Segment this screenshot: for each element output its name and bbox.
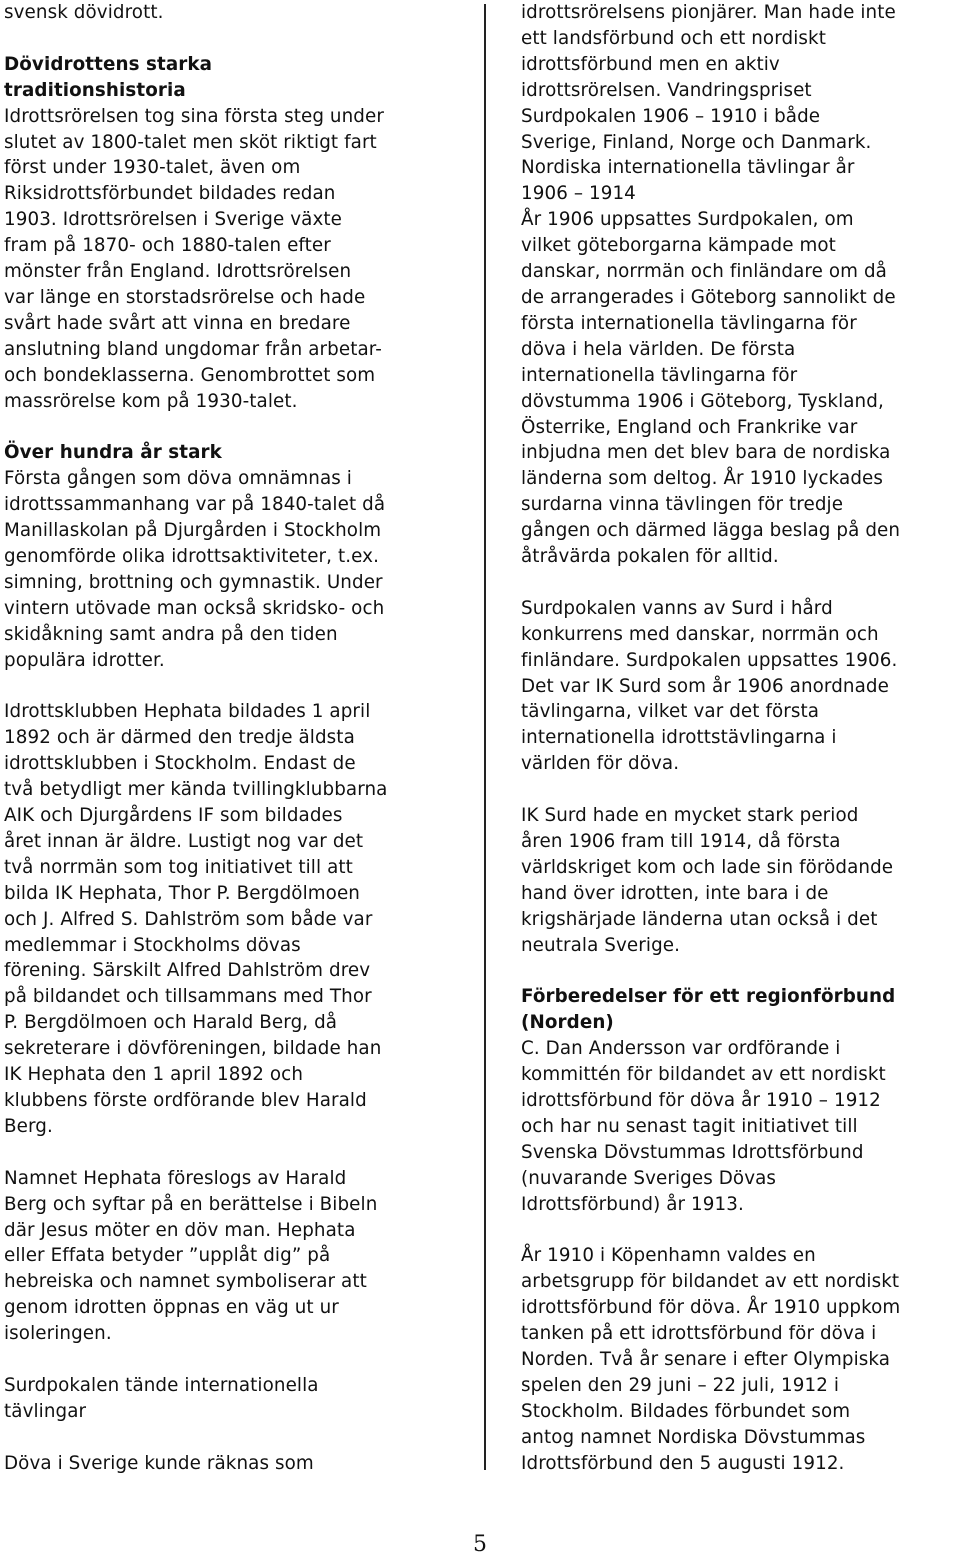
section-heading: Över hundra år stark — [4, 442, 222, 464]
text-line: Idrottsförbund) år 1913. — [521, 1193, 744, 1215]
paragraph-gap — [521, 1218, 957, 1244]
section-heading: Dövidrottens starka — [4, 53, 213, 75]
text-line: först under 1930-talet, även om — [4, 157, 301, 179]
text-line: Nordiska internationella tävlingar år — [521, 157, 855, 179]
text-line: fram på 1870- och 1880-talen efter — [4, 235, 331, 257]
text-line: massrörelse kom på 1930-talet. — [4, 390, 298, 412]
paragraph-gap — [4, 414, 474, 440]
text-line: anslutning bland ungdomar från arbetar- — [4, 338, 382, 360]
text-line: hand över idrotten, inte bara i de — [521, 882, 829, 904]
text-line: antog namnet Nordiska Dövstummas — [521, 1426, 866, 1448]
text-line: sekreterare i dövföreningen, bildade han — [4, 1038, 382, 1060]
column-divider — [484, 4, 486, 1470]
text-line: AIK och Djurgårdens IF som bildades — [4, 805, 343, 827]
text-line: Idrottsklubben Hephata bildades 1 april — [4, 701, 371, 723]
text-line: var länge en storstadsrörelse och hade — [4, 286, 366, 308]
text-line: Surdpokalen tände internationella — [4, 1374, 319, 1396]
text-line: vilket göteborgarna kämpade mot — [521, 235, 836, 257]
text-line: åren 1906 fram till 1914, då första — [521, 830, 841, 852]
text-line: ett landsförbund och ett nordiskt — [521, 27, 826, 49]
text-line: simning, brottning och gymnastik. Under — [4, 571, 383, 593]
text-line: kommittén för bildandet av ett nordiskt — [521, 1064, 886, 1086]
text-line: 1906 – 1914 — [521, 183, 636, 205]
text-line: Idrottsrörelsen tog sina första steg under — [4, 105, 384, 127]
text-line: 1892 och är därmed den tredje äldsta — [4, 727, 355, 749]
text-line: isoleringen. — [4, 1323, 112, 1345]
text-line: slutet av 1800-talet men sköt riktigt fart — [4, 131, 377, 153]
text-line: populära idrotter. — [4, 649, 165, 671]
text-line: År 1910 i Köpenhamn valdes en — [521, 1245, 816, 1267]
text-line: svårt hade svårt att vinna en bredare — [4, 312, 351, 334]
text-line: neutrala Sverige. — [521, 934, 681, 956]
text-line: tanken på ett idrottsförbund för döva i — [521, 1323, 877, 1345]
text-line: eller Effata betyder ”upplåt dig” på — [4, 1245, 331, 1267]
text-line: Sverige, Finland, Norge och Danmark. — [521, 131, 872, 153]
text-line: världen för döva. — [521, 753, 680, 775]
text-line: finländare. Surdpokalen uppsattes 1906. — [521, 649, 898, 671]
section-heading: Förberedelser för ett regionförbund — [521, 986, 896, 1008]
text-line: spelen den 29 juni – 22 juli, 1912 i — [521, 1374, 840, 1396]
text-line: två norrmän som tog initiativet till att — [4, 856, 353, 878]
paragraph-gap — [4, 1425, 474, 1451]
text-line: internationella idrottstävlingarna i — [521, 727, 837, 749]
text-line: och bondeklasserna. Genombrottet som — [4, 364, 376, 386]
text-line: idrottsklubben i Stockholm. Endast de — [4, 753, 356, 775]
text-line: och J. Alfred S. Dahlström som både var — [4, 908, 373, 930]
text-line: idrottsrörelsens pionjärer. Man hade inte — [521, 2, 896, 23]
text-line: bilda IK Hephata, Thor P. Bergdölmoen — [4, 882, 360, 904]
text-line: Stockholm. Bildades förbundet som — [521, 1400, 851, 1422]
text-line: hebreiska och namnet symboliserar att — [4, 1271, 367, 1293]
text-line: dövstumma 1906 i Göteborg, Tyskland, — [521, 390, 884, 412]
text-line: Döva i Sverige kunde räknas som — [4, 1452, 314, 1474]
text-line: genom idrotten öppnas en väg ut ur — [4, 1297, 339, 1319]
paragraph-gap — [4, 1140, 474, 1166]
text-line: tävlingar — [4, 1400, 87, 1422]
text-line: Berg. — [4, 1115, 53, 1137]
text-line: första internationella tävlingarna för — [521, 312, 857, 334]
text-line: idrottsförbund men en aktiv — [521, 53, 780, 75]
text-line: internationella tävlingarna för — [521, 364, 798, 386]
text-line: året innan är äldre. Lustigt nog var det — [4, 830, 364, 852]
text-line: klubbens förste ordförande blev Harald — [4, 1090, 367, 1112]
text-line: vintern utövade man också skridsko- och — [4, 597, 385, 619]
left-text-column — [4, 0, 474, 1477]
text-line: Det var IK Surd som år 1906 anordnade — [521, 675, 889, 697]
text-line: gången och därmed lägga beslag på den — [521, 520, 901, 542]
text-line: och har nu senast tagit initiativet till — [521, 1115, 858, 1137]
text-line: Svenska Dövstummas Idrottsförbund — [521, 1141, 864, 1163]
text-line: idrottsrörelsen. Vandringspriset — [521, 79, 812, 101]
text-line: inbjudna men det blev bara de nordiska — [521, 442, 891, 464]
text-line: skidåkning samt andra på den tiden — [4, 623, 338, 645]
section-heading: traditionshistoria — [4, 79, 186, 101]
text-line: Riksidrottsförbundet bildades redan — [4, 183, 336, 205]
text-line: Surdpokalen vanns av Surd i hård — [521, 597, 833, 619]
paragraph-gap — [4, 26, 474, 52]
paragraph-gap — [521, 777, 957, 803]
section-heading: (Norden) — [521, 1012, 614, 1034]
text-line: Berg och syftar på en berättelse i Bibeln — [4, 1193, 378, 1215]
text-line: surdarna vinna tävlingen för tredje — [521, 494, 844, 516]
text-line: där Jesus möter en döv man. Hephata — [4, 1219, 356, 1241]
text-line: tävlingarna, vilket var det första — [521, 701, 820, 723]
text-line: År 1906 uppsattes Surdpokalen, om — [521, 209, 854, 231]
text-line: länderna som deltog. År 1910 lyckades — [521, 468, 884, 490]
text-line: krigshärjade länderna utan också i det — [521, 908, 878, 930]
text-line: på bildandet och tillsammans med Thor — [4, 986, 372, 1008]
text-line: Manillaskolan på Djurgården i Stockholm — [4, 520, 382, 542]
text-line: världskriget kom och lade sin förödande — [521, 856, 894, 878]
text-line: idrottsförbund för döva. År 1910 uppkom — [521, 1297, 901, 1319]
text-line: genomförde olika idrottsaktiviteter, t.ex. — [4, 546, 380, 567]
text-line: medlemmar i Stockholms dövas — [4, 934, 301, 956]
text-line: Österrike, England och Frankrike var — [521, 416, 858, 438]
text-line: danskar, norrmän och finländare om då — [521, 261, 887, 283]
text-line: C. Dan Andersson var ordförande i — [521, 1038, 841, 1060]
paragraph-gap — [4, 1347, 474, 1373]
text-line: Idrottsförbund den 5 augusti 1912. — [521, 1452, 845, 1474]
page-number: 5 — [473, 1532, 487, 1557]
text-line: de arrangerades i Göteborg sannolikt de — [521, 286, 896, 308]
text-line: arbetsgrupp för bildandet av ett nordiskt — [521, 1271, 900, 1293]
text-line: döva i hela världen. De första — [521, 338, 796, 360]
text-line: svensk dövidrott. — [4, 2, 164, 23]
text-line: Surdpokalen 1906 – 1910 i både — [521, 105, 821, 127]
text-line: (nuvarande Sveriges Dövas — [521, 1167, 777, 1189]
text-line: Norden. Två år senare i efter Olympiska — [521, 1349, 891, 1371]
paragraph-gap — [521, 570, 957, 596]
text-line: IK Surd hade en mycket stark period — [521, 805, 859, 827]
text-line: mönster från England. Idrottsrörelsen — [4, 261, 352, 283]
text-line: 1903. Idrottsrörelsen i Sverige växte — [4, 209, 342, 231]
text-line: idrottssammanhang var på 1840-talet då — [4, 494, 386, 516]
text-line: P. Bergdölmoen och Harald Berg, då — [4, 1012, 338, 1034]
text-line: konkurrens med danskar, norrmän och — [521, 623, 879, 645]
text-line: IK Hephata den 1 april 1892 och — [4, 1064, 304, 1086]
text-line: idrottsförbund för döva år 1910 – 1912 — [521, 1090, 881, 1112]
text-line: Namnet Hephata föreslogs av Harald — [4, 1167, 347, 1189]
text-line: förening. Särskilt Alfred Dahlström drev — [4, 960, 371, 982]
text-line: åtråvärda pokalen för alltid. — [521, 546, 779, 568]
right-text-column — [521, 0, 957, 1477]
paragraph-gap — [4, 674, 474, 700]
text-line: två betydligt mer kända tvillingklubbarna — [4, 779, 388, 801]
paragraph-gap — [521, 959, 957, 985]
text-line: Första gången som döva omnämnas i — [4, 468, 352, 490]
